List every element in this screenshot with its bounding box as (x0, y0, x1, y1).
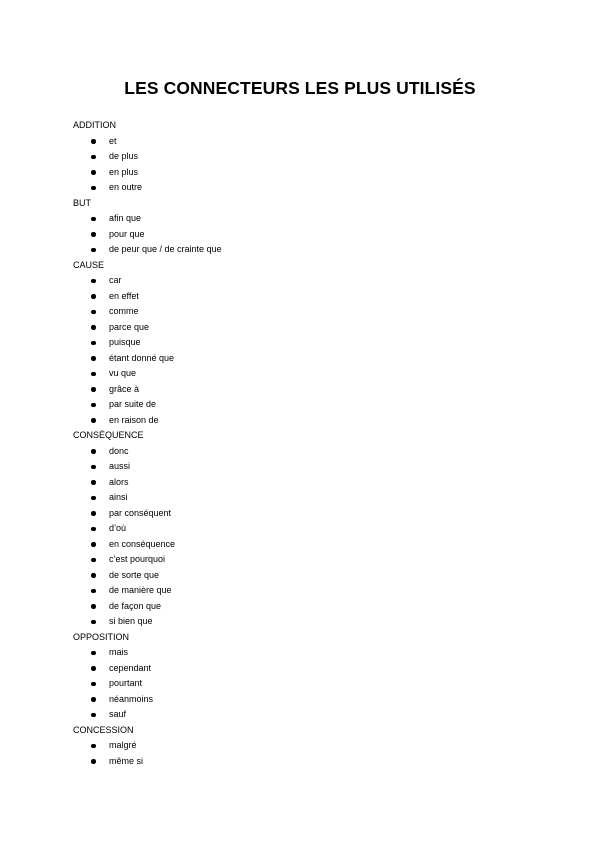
bullet-icon (91, 620, 96, 625)
list-item (73, 521, 533, 537)
section-heading: CONSÉQUENCE (73, 430, 144, 440)
list-item-text: car (109, 275, 122, 285)
list-item (73, 506, 533, 522)
bullet-list (73, 738, 533, 769)
list-item (73, 754, 533, 770)
bullet-list (73, 444, 533, 630)
list-item (73, 661, 533, 677)
bullet-icon (91, 496, 96, 501)
bullet-icon (91, 418, 96, 423)
list-item-text: par conséquent (109, 507, 172, 518)
list-item (73, 490, 533, 506)
list-item-text: donc (109, 445, 129, 456)
bullet-icon (91, 542, 96, 547)
bullet-icon (91, 666, 96, 671)
list-item (73, 304, 533, 320)
list-item-text: de peur que / de crainte que (109, 244, 222, 254)
list-item-text: grâce à (109, 383, 140, 394)
list-item-text: par suite de (109, 399, 157, 409)
section-heading: OPPOSITION (73, 631, 130, 642)
list-item (73, 273, 533, 289)
bullet-icon (91, 186, 96, 191)
list-item-text: en outre (109, 182, 143, 192)
bullet-icon (91, 155, 96, 160)
list-item-text: étant donné que (109, 352, 175, 363)
bullet-icon (91, 558, 96, 563)
section-heading: BUT (73, 197, 91, 208)
list-item-text: néanmoins (109, 693, 154, 704)
list-item-text: de façon que (109, 600, 162, 611)
bullet-icon (91, 511, 96, 516)
list-item (73, 335, 533, 351)
bullet-icon (91, 232, 96, 237)
list-item-text: si bien que (109, 616, 153, 626)
list-item-text: en raison de (109, 414, 159, 425)
list-item (73, 366, 533, 382)
bullet-icon (91, 248, 96, 253)
list-item-text: de sorte que (109, 569, 160, 580)
list-item (73, 134, 533, 150)
list-item-text: de plus (109, 151, 139, 161)
section-heading: CONCESSION (73, 724, 134, 735)
list-item (73, 227, 533, 243)
list-item-text: en conséquence (109, 538, 176, 549)
bullet-icon (91, 697, 96, 702)
list-item (73, 599, 533, 615)
list-item (73, 676, 533, 692)
bullet-icon (91, 356, 96, 361)
section-opposition (73, 630, 533, 723)
bullet-icon (91, 480, 96, 485)
bullet-icon (91, 279, 96, 284)
list-item (73, 537, 533, 553)
list-item (73, 180, 533, 196)
page-title: LES CONNECTEURS LES PLUS UTILISÉS (124, 78, 476, 98)
bullet-list (73, 211, 533, 258)
bullet-icon (91, 651, 96, 656)
list-item-text: aussi (109, 461, 131, 471)
section-consequence (73, 428, 533, 630)
bullet-icon (91, 310, 96, 315)
list-item-text: ainsi (109, 492, 128, 502)
bullet-icon (91, 589, 96, 594)
bullet-icon (91, 449, 96, 454)
bullet-icon (91, 713, 96, 718)
list-item-text: puisque (109, 337, 141, 347)
section-but (73, 196, 533, 258)
section-heading: ADDITION (73, 120, 117, 130)
list-item-text: c’est pourquoi (109, 554, 166, 564)
list-item-text: parce que (109, 321, 150, 332)
list-item (73, 382, 533, 398)
list-item (73, 738, 533, 754)
bullet-icon (91, 139, 96, 144)
list-item (73, 692, 533, 708)
list-item-text: alors (109, 476, 129, 487)
list-item-text: cependant (109, 662, 152, 673)
list-item-text: mais (109, 647, 129, 657)
bullet-icon (91, 465, 96, 470)
bullet-icon (91, 387, 96, 392)
list-item-text: pour que (109, 228, 145, 239)
list-item-text: en effet (109, 290, 139, 301)
section-cause (73, 258, 533, 429)
list-item (73, 149, 533, 165)
list-item-text: en plus (109, 166, 139, 177)
list-item (73, 614, 533, 630)
list-item (73, 242, 533, 258)
bullet-icon (91, 527, 96, 532)
list-item (73, 459, 533, 475)
list-item (73, 413, 533, 429)
bullet-icon (91, 682, 96, 687)
list-item-text: et (109, 135, 117, 146)
bullet-icon (91, 604, 96, 609)
bullet-icon (91, 744, 96, 749)
list-item-text: vu que (109, 368, 137, 378)
list-item (73, 289, 533, 305)
bullet-list (73, 645, 533, 723)
bullet-icon (91, 294, 96, 299)
list-item (73, 211, 533, 227)
bullet-icon (91, 759, 96, 764)
list-item-text: d’où (109, 523, 127, 533)
list-item (73, 397, 533, 413)
list-item-text: même si (109, 755, 144, 766)
bullet-icon (91, 170, 96, 175)
bullet-icon (91, 403, 96, 408)
section-addition (73, 118, 533, 196)
list-item-text: pourtant (109, 678, 143, 688)
list-item (73, 645, 533, 661)
bullet-icon (91, 217, 96, 222)
list-item-text: malgré (109, 740, 137, 750)
list-item (73, 351, 533, 367)
list-item-text: sauf (109, 709, 127, 719)
list-item (73, 583, 533, 599)
bullet-icon (91, 372, 96, 377)
list-item (73, 568, 533, 584)
bullet-icon (91, 573, 96, 578)
list-item (73, 475, 533, 491)
section-heading: CAUSE (73, 259, 105, 270)
list-item-text: de manière que (109, 585, 172, 595)
list-item (73, 444, 533, 460)
bullet-list (73, 273, 533, 428)
list-item (73, 320, 533, 336)
list-item (73, 707, 533, 723)
bullet-icon (91, 325, 96, 330)
bullet-list (73, 134, 533, 196)
list-item-text: comme (109, 306, 139, 316)
list-item-text: afin que (109, 213, 142, 223)
list-item (73, 165, 533, 181)
bullet-icon (91, 341, 96, 346)
list-item (73, 552, 533, 568)
connector-list (73, 118, 533, 769)
section-concession (73, 723, 533, 770)
